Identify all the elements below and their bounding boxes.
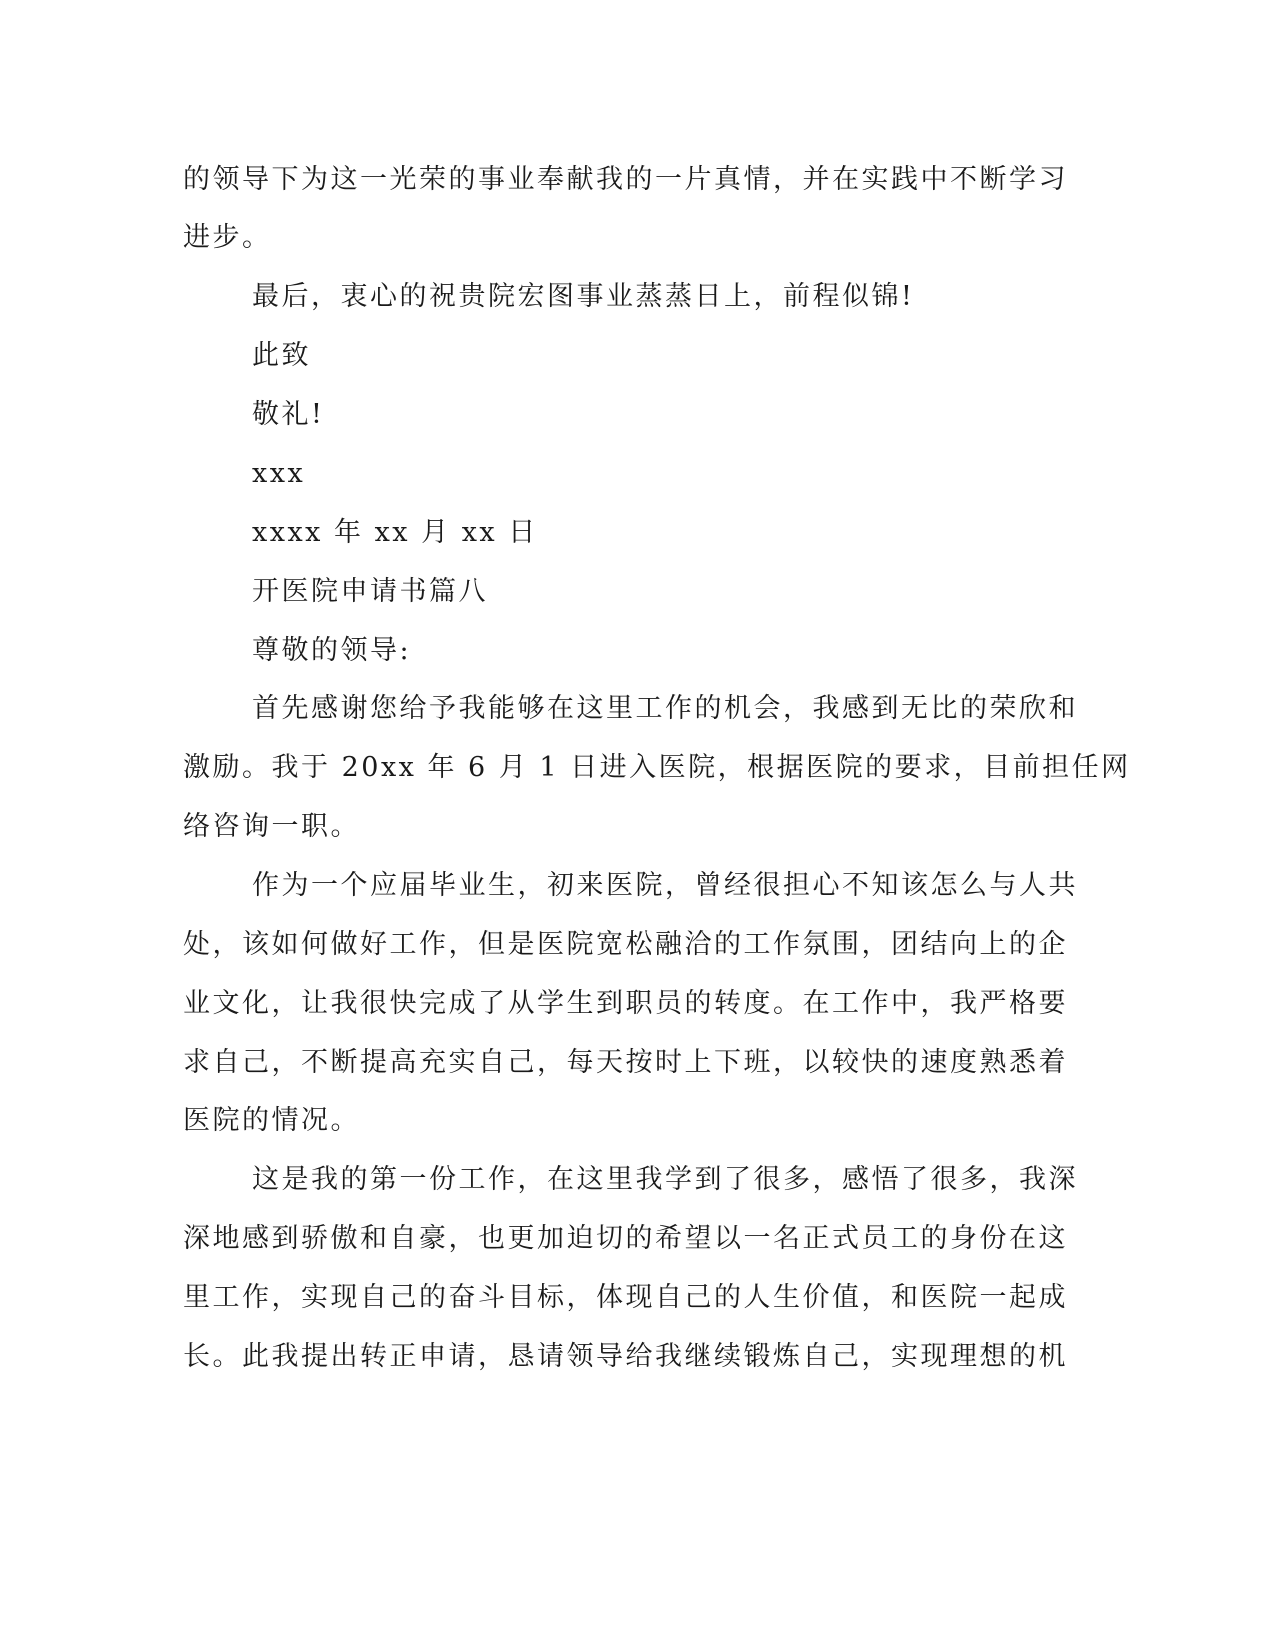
salutation-jingli: 敬礼! xyxy=(252,399,325,430)
paragraph-line: 医院的情况。 xyxy=(183,1105,360,1136)
paragraph-line: 处，该如何做好工作，但是医院宽松融洽的工作氛围，团结向上的企 xyxy=(183,929,1068,960)
signature-name: xxx xyxy=(252,458,306,489)
paragraph-line: 首先感谢您给予我能够在这里工作的机会，我感到无比的荣欣和 xyxy=(252,693,1078,724)
paragraph-line: 里工作，实现自己的奋斗目标，体现自己的人生价值，和医院一起成 xyxy=(183,1282,1068,1313)
paragraph-line: 进步。 xyxy=(183,222,272,253)
paragraph-line: 的领导下为这一光荣的事业奉献我的一片真情，并在实践中不断学习 xyxy=(183,164,1068,195)
paragraph-line: 这是我的第一份工作，在这里我学到了很多，感悟了很多，我深 xyxy=(252,1164,1078,1195)
paragraph-line: 络咨询一职。 xyxy=(183,811,360,842)
paragraph-line: 长。此我提出转正申请，恳请领导给我继续锻炼自己，实现理想的机 xyxy=(183,1341,1068,1372)
paragraph-line: 求自己，不断提高充实自己，每天按时上下班，以较快的速度熟悉着 xyxy=(183,1047,1068,1078)
paragraph-line: 作为一个应届毕业生，初来医院，曾经很担心不知该怎么与人共 xyxy=(252,870,1078,901)
greeting: 尊敬的领导: xyxy=(252,635,412,666)
salutation-cizhi: 此致 xyxy=(252,340,311,371)
paragraph-line: 深地感到骄傲和自豪，也更加迫切的希望以一名正式员工的身份在这 xyxy=(183,1223,1068,1254)
paragraph-line: 激励。我于 20xx 年 6 月 1 日进入医院，根据医院的要求，目前担任网 xyxy=(183,752,1131,783)
closing-wish: 最后，衷心的祝贵院宏图事业蒸蒸日上，前程似锦! xyxy=(252,281,915,312)
signature-date: xxxx 年 xx 月 xx 日 xyxy=(252,517,538,548)
paragraph-line: 业文化，让我很快完成了从学生到职员的转度。在工作中，我严格要 xyxy=(183,988,1068,1019)
section-title: 开医院申请书篇八 xyxy=(252,576,488,607)
